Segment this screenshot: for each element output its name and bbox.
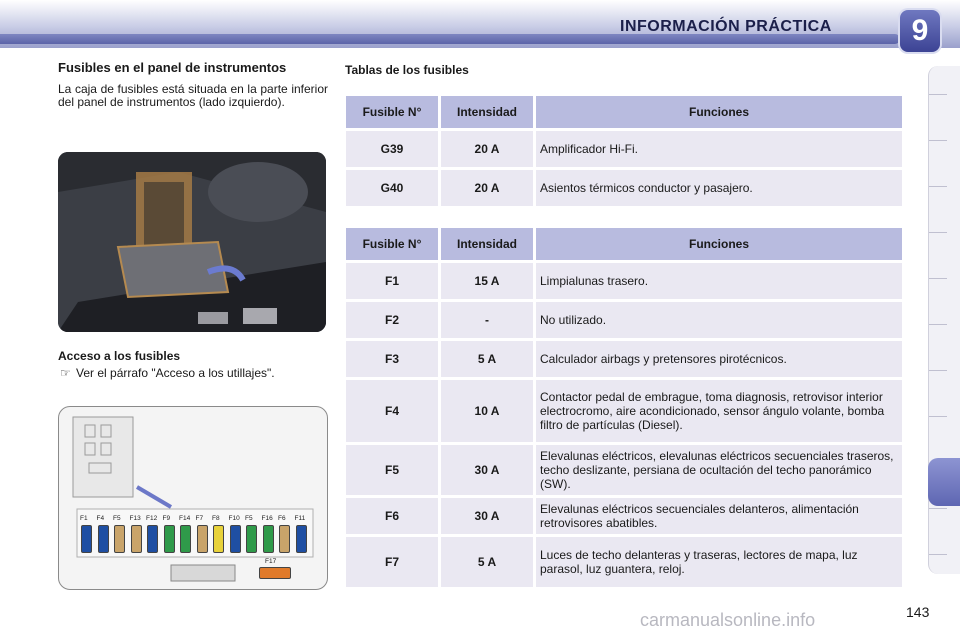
pointing-hand-icon: ☞: [60, 366, 71, 380]
fuse-intensity: 30 A: [441, 445, 533, 495]
fuse-function: Amplificador Hi-Fi.: [536, 131, 902, 167]
fuse-intensity: 30 A: [441, 498, 533, 534]
table-row: [346, 263, 902, 299]
table-row: [346, 537, 902, 587]
fuse-label: F14: [179, 515, 191, 522]
table-row: [346, 302, 902, 338]
fuse-function: Limpialunas trasero.: [536, 263, 902, 299]
fuse: [197, 525, 208, 553]
fuse-function: Elevalunas eléctricos, elevalunas eléctricos secuenciales traseros, techo deslizante, persiana de ocultación del techo panorámico (SW).: [536, 445, 902, 495]
fuse-f17: [259, 567, 291, 579]
fuse-label: F1: [80, 515, 88, 522]
fuse-function: Contactor pedal de embrague, toma diagnosis, retrovisor interior electrocromo, aire acondicionado, sensor ángulo volante, bomba filtro de partículas (Diesel).: [536, 380, 902, 442]
fuse-function: Elevalunas eléctricos secuenciales delanteros, alimentación retrovisores abatibles.: [536, 498, 902, 534]
fuse-number: F6: [346, 498, 438, 534]
fuse-label: F11: [294, 515, 306, 522]
fuse-box-outline: [59, 407, 327, 589]
col-header-intensity: Intensidad: [441, 96, 533, 128]
fuse: [147, 525, 158, 553]
watermark: carmanualsonline.info: [640, 610, 816, 630]
fuse-number: G39: [346, 131, 438, 167]
fuse-label: F6: [278, 515, 286, 522]
table-row: [346, 170, 902, 206]
fuse: [246, 525, 257, 553]
fuse: [180, 525, 191, 553]
col-header-intensity: Intensidad: [441, 228, 533, 260]
access-heading: Acceso a los fusibles: [58, 349, 181, 363]
col-header-fuse: Fusible N°: [346, 96, 438, 128]
col-header-fuse: Fusible N°: [346, 228, 438, 260]
fuse-intensity: 20 A: [441, 170, 533, 206]
dashboard-photo: [58, 152, 326, 332]
fuse: [164, 525, 175, 553]
page-number: 143: [906, 604, 930, 620]
fuse-label: F9: [162, 515, 171, 522]
fuse-intensity: 5 A: [441, 341, 533, 377]
col-header-functions: Funciones: [536, 96, 902, 128]
tables-title: Tablas de los fusibles: [345, 63, 469, 77]
table-row: [346, 131, 902, 167]
fuse-box-diagram: [58, 406, 328, 590]
fuse-number: F5: [346, 445, 438, 495]
tab-divider: [929, 508, 947, 509]
fuse-function: Luces de techo delanteras y traseras, lectores de mapa, luz parasol, luz guantera, reloj.: [536, 537, 902, 587]
fuse: [114, 525, 125, 553]
fuse: [98, 525, 109, 553]
tab-divider: [929, 140, 947, 141]
fuse-label: F5: [113, 515, 121, 522]
table-row: [346, 341, 902, 377]
chapter-badge: 9: [900, 10, 940, 52]
fuse-intensity: 5 A: [441, 537, 533, 587]
fuse-label: F8: [212, 515, 220, 522]
table-header-row: [346, 96, 902, 128]
fuse: [263, 525, 274, 553]
fuse-label: F5: [245, 515, 253, 522]
tab-divider: [929, 278, 947, 279]
fuse-intensity: 15 A: [441, 263, 533, 299]
tab-divider: [929, 370, 947, 371]
tab-divider: [929, 416, 947, 417]
col-header-functions: Funciones: [536, 228, 902, 260]
fuse-label: F16: [261, 515, 273, 522]
tab-divider: [929, 232, 947, 233]
intro-paragraph: La caja de fusibles está situada en la parte inferior del panel de instrumentos (lado izquierdo).: [58, 82, 328, 109]
fuse: [230, 525, 241, 553]
dashboard-illustration: [58, 152, 326, 332]
access-text: Ver el párrafo "Acceso a los utillajes".: [76, 366, 275, 380]
table-row: [346, 445, 902, 495]
fuse: [279, 525, 290, 553]
left-column: [58, 60, 328, 109]
fuse-label: F7: [195, 515, 204, 522]
fuse-function: No utilizado.: [536, 302, 902, 338]
active-chapter-tab[interactable]: [928, 458, 960, 506]
fuse-intensity: -: [441, 302, 533, 338]
tab-divider: [929, 94, 947, 95]
table-row: [346, 498, 902, 534]
fuse-function: Calculador airbags y pretensores pirotécnicos.: [536, 341, 902, 377]
table-row: [346, 380, 902, 442]
fuse-number: G40: [346, 170, 438, 206]
fuse-number: F7: [346, 537, 438, 587]
fuse-table-2: [343, 225, 905, 590]
fuse-label: F10: [228, 515, 240, 522]
fuse-intensity: 20 A: [441, 131, 533, 167]
fuse-number: F1: [346, 263, 438, 299]
fuse-label: F12: [146, 515, 158, 522]
fuse-label: F13: [129, 515, 141, 522]
fuse: [131, 525, 142, 553]
access-instruction: [60, 366, 275, 380]
fuse-number: F4: [346, 380, 438, 442]
section-title: INFORMACIÓN PRÁCTICA: [620, 18, 832, 35]
fuse: [296, 525, 307, 553]
tab-divider: [929, 186, 947, 187]
fuse-number: F2: [346, 302, 438, 338]
section-heading: Fusibles en el panel de instrumentos: [58, 60, 287, 75]
fuse-function: Asientos térmicos conductor y pasajero.: [536, 170, 902, 206]
table-header-row: [346, 228, 902, 260]
fuse-table-1: [343, 93, 905, 209]
fuse: [81, 525, 92, 553]
fuse: [213, 525, 224, 553]
fuse-intensity: 10 A: [441, 380, 533, 442]
page-header: [0, 0, 960, 48]
tab-divider: [929, 554, 947, 555]
tab-divider: [929, 324, 947, 325]
fuse-number: F3: [346, 341, 438, 377]
fuse-label: F4: [96, 515, 105, 522]
fuse-label-f17: F17: [265, 558, 277, 565]
